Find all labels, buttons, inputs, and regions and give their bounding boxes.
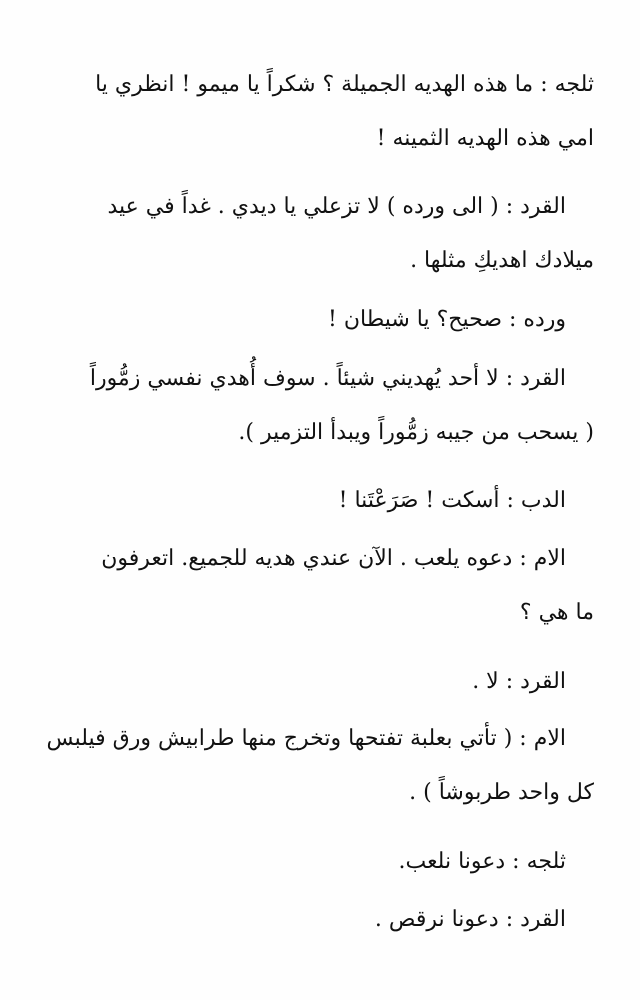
paragraph-thalja-play: [46, 835, 594, 889]
paragraph-monkey-dance: [46, 893, 594, 947]
paragraph-thalja-gift: [46, 58, 594, 166]
text-line: ثلجه : دعونا نلعب.: [398, 849, 566, 874]
paragraph-monkey-whistle: [46, 352, 594, 460]
paragraph-warda: [46, 293, 594, 347]
paragraph-bear: [46, 474, 594, 528]
paragraph-monkey-to-warda: [46, 180, 594, 288]
text-line: ميلادك اهديكِ مثلها .: [410, 248, 594, 273]
text-line: الام : ( تأتي بعلبة تفتحها وتخرج منها طرابيش ورق فيلبس: [46, 726, 566, 751]
text-line: القرد : لا .: [472, 669, 566, 694]
text-line: ( يسحب من جيبه زمُّوراً ويبدأ التزمير ).: [238, 420, 594, 445]
paragraph-mother-gift: [46, 532, 594, 640]
text-line: امي هذه الهديه الثمينه !: [376, 126, 594, 151]
text-line: القرد : لا أحد يُهديني شيئاً . سوف أُهدي نفسي زمُّوراً: [89, 366, 566, 391]
text-line: القرد : دعونا نرقص .: [374, 907, 566, 932]
paragraph-monkey-no: [46, 655, 594, 709]
text-line: ثلجه : ما هذه الهديه الجميلة ؟ شكراً يا ميمو ! انظري يا: [95, 72, 594, 97]
text-line: ورده : صحيح؟ يا شيطان !: [328, 307, 566, 332]
text-line: الام : دعوه يلعب . الآن عندي هديه للجميع. اتعرفون: [101, 546, 566, 571]
text-line: كل واحد طربوشاً ) .: [409, 780, 594, 805]
paragraph-mother-hats: [46, 712, 594, 820]
text-line: ما هي ؟: [519, 600, 594, 625]
text-line: القرد : ( الى ورده ) لا تزعلي يا ديدي . غداً في عيد: [107, 194, 566, 219]
text-line: الدب : أسكت ! صَرَعْتَنا !: [338, 488, 566, 513]
